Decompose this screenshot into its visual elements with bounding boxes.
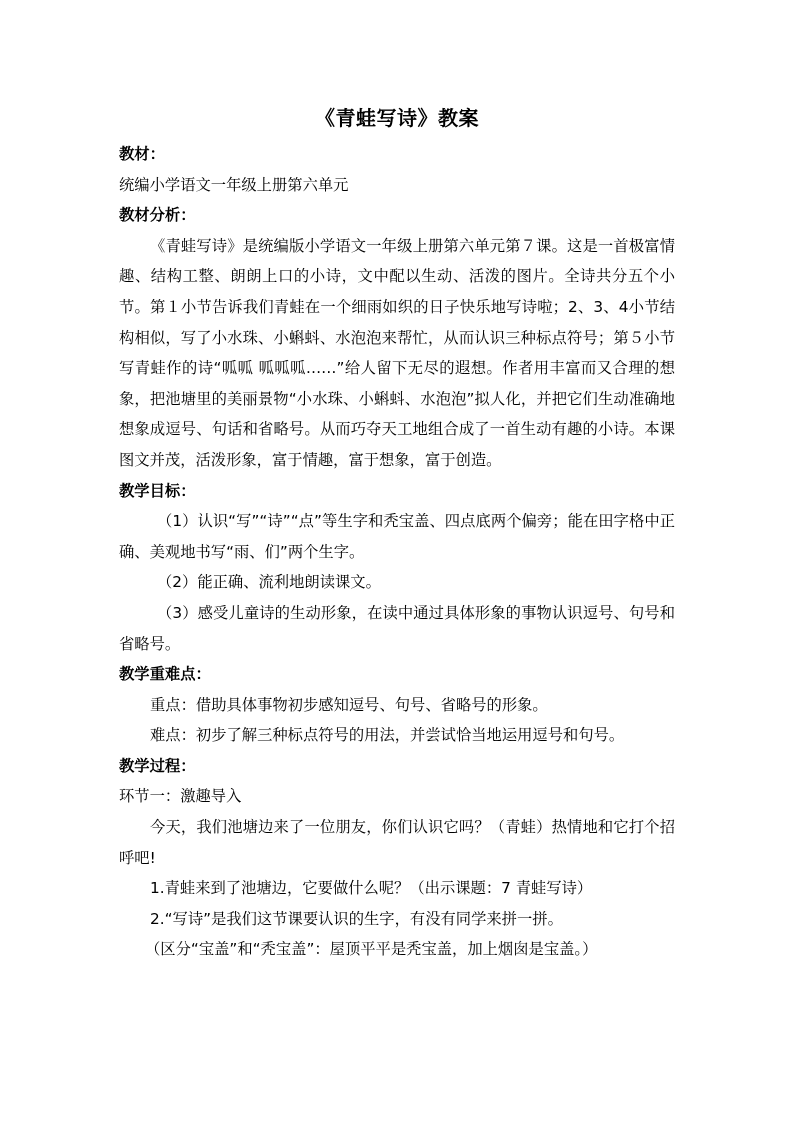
paragraph: （1）认识“写”“诗”“点”等生字和秃宝盖、四点底两个偏旁；能在田字格中正确、美观地书写“雨、们”两个生字。 bbox=[119, 512, 675, 561]
section-textbook-analysis bbox=[119, 200, 675, 475]
paragraph: 难点：初步了解三种标点符号的用法，并尝试恰当地运用逗号和句号。 bbox=[150, 726, 625, 745]
paragraph: （2）能正确、流利地朗读课文。 bbox=[157, 573, 381, 592]
section-heading-textbook: 教材： bbox=[119, 145, 165, 163]
section-key-points bbox=[119, 659, 675, 751]
section-heading-teaching-goals: 教学目标： bbox=[119, 481, 196, 500]
paragraph: 1.青蛙来到了池塘边，它要做什么呢？（出示课题：7 青蛙写诗） bbox=[150, 879, 593, 898]
section-heading-key-points: 教学重难点： bbox=[119, 665, 211, 684]
paragraph: 重点：借助具体事物初步感知逗号、句号、省略号的形象。 bbox=[150, 695, 548, 714]
section-teaching-process bbox=[119, 751, 675, 965]
section-heading-teaching-process: 教学过程： bbox=[119, 756, 196, 775]
section-heading-textbook-analysis: 教材分析： bbox=[119, 206, 196, 225]
paragraph: 2.“写诗”是我们这节课要认识的生字，有没有同学来拼一拼。 bbox=[150, 909, 563, 928]
document-title: 《青蛙写诗》教案 bbox=[315, 106, 479, 130]
paragraph: 统编小学语文一年级上册第六单元 bbox=[119, 175, 349, 194]
paragraph: 《青蛙写诗》是统编版小学语文一年级上册第六单元第７课。这是一首极富情趣、结构工整、朗朗上口的小诗，文中配以生动、活泼的图片。全诗共分五个小节。第１小节告诉我们青蛙在一个细雨如织的日子快乐地写诗啦；2、3、4小节结构相似，写了小水珠、小蝌蚪、水泡泡来帮忙，从而认识三种标点符号；第５小节写青蛙作的诗“呱呱 呱呱呱……”给人留下无尽的遐想。作者用丰富而又合理的想象，把池塘里的美丽景物“小水珠、小蝌蚪、水泡泡”拟人化，并把它们生动准确地想象成逗号、句话和省略号。从而巧夺天工地组合成了一首生动有趣的小诗。本课图文并茂，活泼形象，富于情趣，富于想象，富于创造。 bbox=[119, 236, 675, 469]
document-page bbox=[119, 101, 675, 965]
paragraph: 环节一：激趣导入 bbox=[119, 787, 242, 806]
paragraph: 今天，我们池塘边来了一位朋友，你们认识它吗？（青蛙）热情地和它打个招呼吧! bbox=[119, 818, 675, 867]
section-textbook bbox=[119, 139, 675, 200]
paragraph: （区分“宝盖”和“秃宝盖”：屋顶平平是秃宝盖，加上烟囱是宝盖。） bbox=[145, 940, 598, 959]
section-teaching-goals bbox=[119, 476, 675, 660]
paragraph: （3）感受儿童诗的生动形象，在读中通过具体形象的事物认识逗号、句号和省略号。 bbox=[119, 603, 675, 653]
